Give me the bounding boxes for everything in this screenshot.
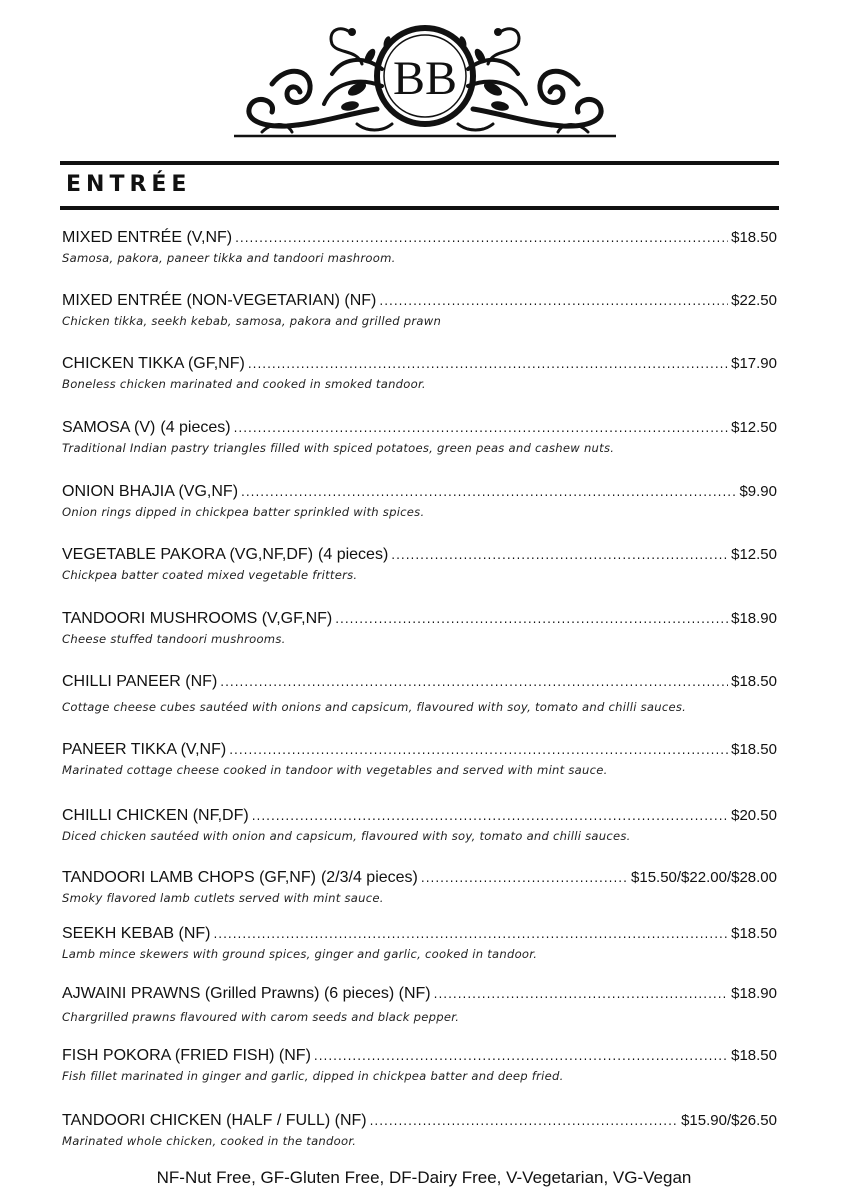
item-description: Onion rings dipped in chickpea batter sprinkled with spices. — [62, 505, 425, 519]
item-description: Chargrilled prawns flavoured with carom seeds and black pepper. — [62, 1010, 460, 1024]
menu-item — [62, 354, 777, 391]
section-title: ENTRÉE — [66, 172, 192, 197]
item-price: $22.50 — [731, 292, 777, 309]
item-price: $12.50 — [731, 419, 777, 436]
item-price: $18.50 — [731, 229, 777, 246]
dot-leader — [234, 418, 729, 438]
menu-item — [62, 228, 777, 265]
item-name: FISH POKORA (FRIED FISH) (NF) — [62, 1047, 311, 1064]
item-price: $18.50 — [731, 925, 777, 942]
item-price: $18.50 — [731, 1047, 777, 1064]
item-name: CHICKEN TIKKA (GF,NF) — [62, 355, 245, 372]
item-description: Cheese stuffed tandoori mushrooms. — [62, 632, 286, 646]
item-price: $18.50 — [731, 741, 777, 758]
menu-item — [62, 1046, 777, 1083]
dot-leader — [379, 291, 728, 311]
dot-leader — [421, 868, 628, 888]
item-description: Chickpea batter coated mixed vegetable fritters. — [62, 568, 358, 582]
item-description: Boneless chicken marinated and cooked in smoked tandoor. — [62, 377, 426, 391]
item-description: Marinated cottage cheese cooked in tandoor with vegetables and served with mint sauce. — [62, 763, 608, 777]
section-bottom-rule — [60, 206, 779, 210]
item-price: $15.50/$22.00/$28.00 — [631, 869, 777, 886]
menu-item — [62, 418, 777, 455]
menu-item — [62, 672, 777, 714]
menu-item — [62, 924, 777, 961]
item-price: $15.90/$26.50 — [681, 1112, 777, 1129]
item-description: Fish fillet marinated in ginger and garlic, dipped in chickpea batter and deep fried. — [62, 1069, 564, 1083]
item-description: Traditional Indian pastry triangles filled with spiced potatoes, green peas and cashew nuts. — [62, 441, 615, 455]
item-name: TANDOORI MUSHROOMS (V,GF,NF) — [62, 610, 333, 627]
item-description: Diced chicken sautéed with onion and capsicum, flavoured with soy, tomato and chilli sauces. — [62, 829, 631, 843]
menu-item — [62, 609, 777, 646]
menu-item — [62, 1111, 777, 1148]
item-price: $18.90 — [731, 610, 777, 627]
menu-item — [62, 482, 777, 519]
item-name: CHILLI PANEER (NF) — [62, 673, 218, 690]
item-name: VEGETABLE PAKORA (VG,NF,DF) — [62, 546, 314, 563]
dot-leader — [335, 609, 728, 629]
item-description: Marinated whole chicken, cooked in the tandoor. — [62, 1134, 357, 1148]
item-name: SAMOSA (V) — [62, 419, 156, 436]
item-quantity: (4 pieces) — [160, 419, 231, 436]
menu-item — [62, 545, 777, 582]
dot-leader — [241, 482, 736, 502]
item-name: PANEER TIKKA (V,NF) — [62, 741, 227, 758]
item-name: ONION BHAJIA (VG,NF) — [62, 483, 239, 500]
item-name: TANDOORI CHICKEN (HALF / FULL) (NF) — [62, 1112, 367, 1129]
dot-leader — [370, 1111, 678, 1131]
svg-text:BB: BB — [392, 52, 458, 105]
item-quantity: (4 pieces) — [318, 546, 389, 563]
item-price: $18.50 — [731, 673, 777, 690]
item-description: Smoky flavored lamb cutlets served with mint sauce. — [62, 891, 384, 905]
item-price: $20.50 — [731, 807, 777, 824]
dot-leader — [235, 228, 728, 248]
item-name: CHILLI CHICKEN (NF,DF) — [62, 807, 249, 824]
dot-leader — [220, 672, 728, 692]
item-name: TANDOORI LAMB CHOPS (GF,NF) — [62, 869, 316, 886]
menu-item — [62, 291, 777, 328]
item-name: AJWAINI PRAWNS (Grilled Prawns) (6 pieces) (NF) — [62, 985, 431, 1002]
menu-item — [62, 984, 777, 1024]
item-price: $18.90 — [731, 985, 777, 1002]
menu-item — [62, 740, 777, 777]
item-name: SEEKH KEBAB (NF) — [62, 925, 211, 942]
dot-leader — [434, 984, 728, 1004]
section-top-rule — [60, 161, 779, 165]
dot-leader — [314, 1046, 728, 1066]
item-description: Samosa, pakora, paneer tikka and tandoori mashroom. — [62, 251, 396, 265]
item-name: MIXED ENTRÉE (V,NF) — [62, 229, 233, 246]
item-price: $17.90 — [731, 355, 777, 372]
bb-monogram-logo — [232, 14, 618, 140]
item-description: Chicken tikka, seekh kebab, samosa, pakora and grilled prawn — [62, 314, 442, 328]
item-description: Cottage cheese cubes sautéed with onions and capsicum, flavoured with soy, tomato and chilli sauces. — [62, 700, 687, 714]
dot-leader — [213, 924, 728, 944]
dot-leader — [248, 354, 728, 374]
dot-leader — [229, 740, 728, 760]
dietary-legend: NF-Nut Free, GF-Gluten Free, DF-Dairy Free, V-Vegetarian, VG-Vegan — [156, 1168, 692, 1187]
menu-item — [62, 868, 777, 905]
dot-leader — [391, 545, 728, 565]
dot-leader — [252, 806, 728, 826]
item-price: $9.90 — [739, 483, 777, 500]
item-price: $12.50 — [731, 546, 777, 563]
item-description: Lamb mince skewers with ground spices, ginger and garlic, cooked in tandoor. — [62, 947, 538, 961]
item-quantity: (2/3/4 pieces) — [320, 869, 418, 886]
item-name: MIXED ENTRÉE (NON-VEGETARIAN) (NF) — [62, 292, 377, 309]
menu-item — [62, 806, 777, 843]
